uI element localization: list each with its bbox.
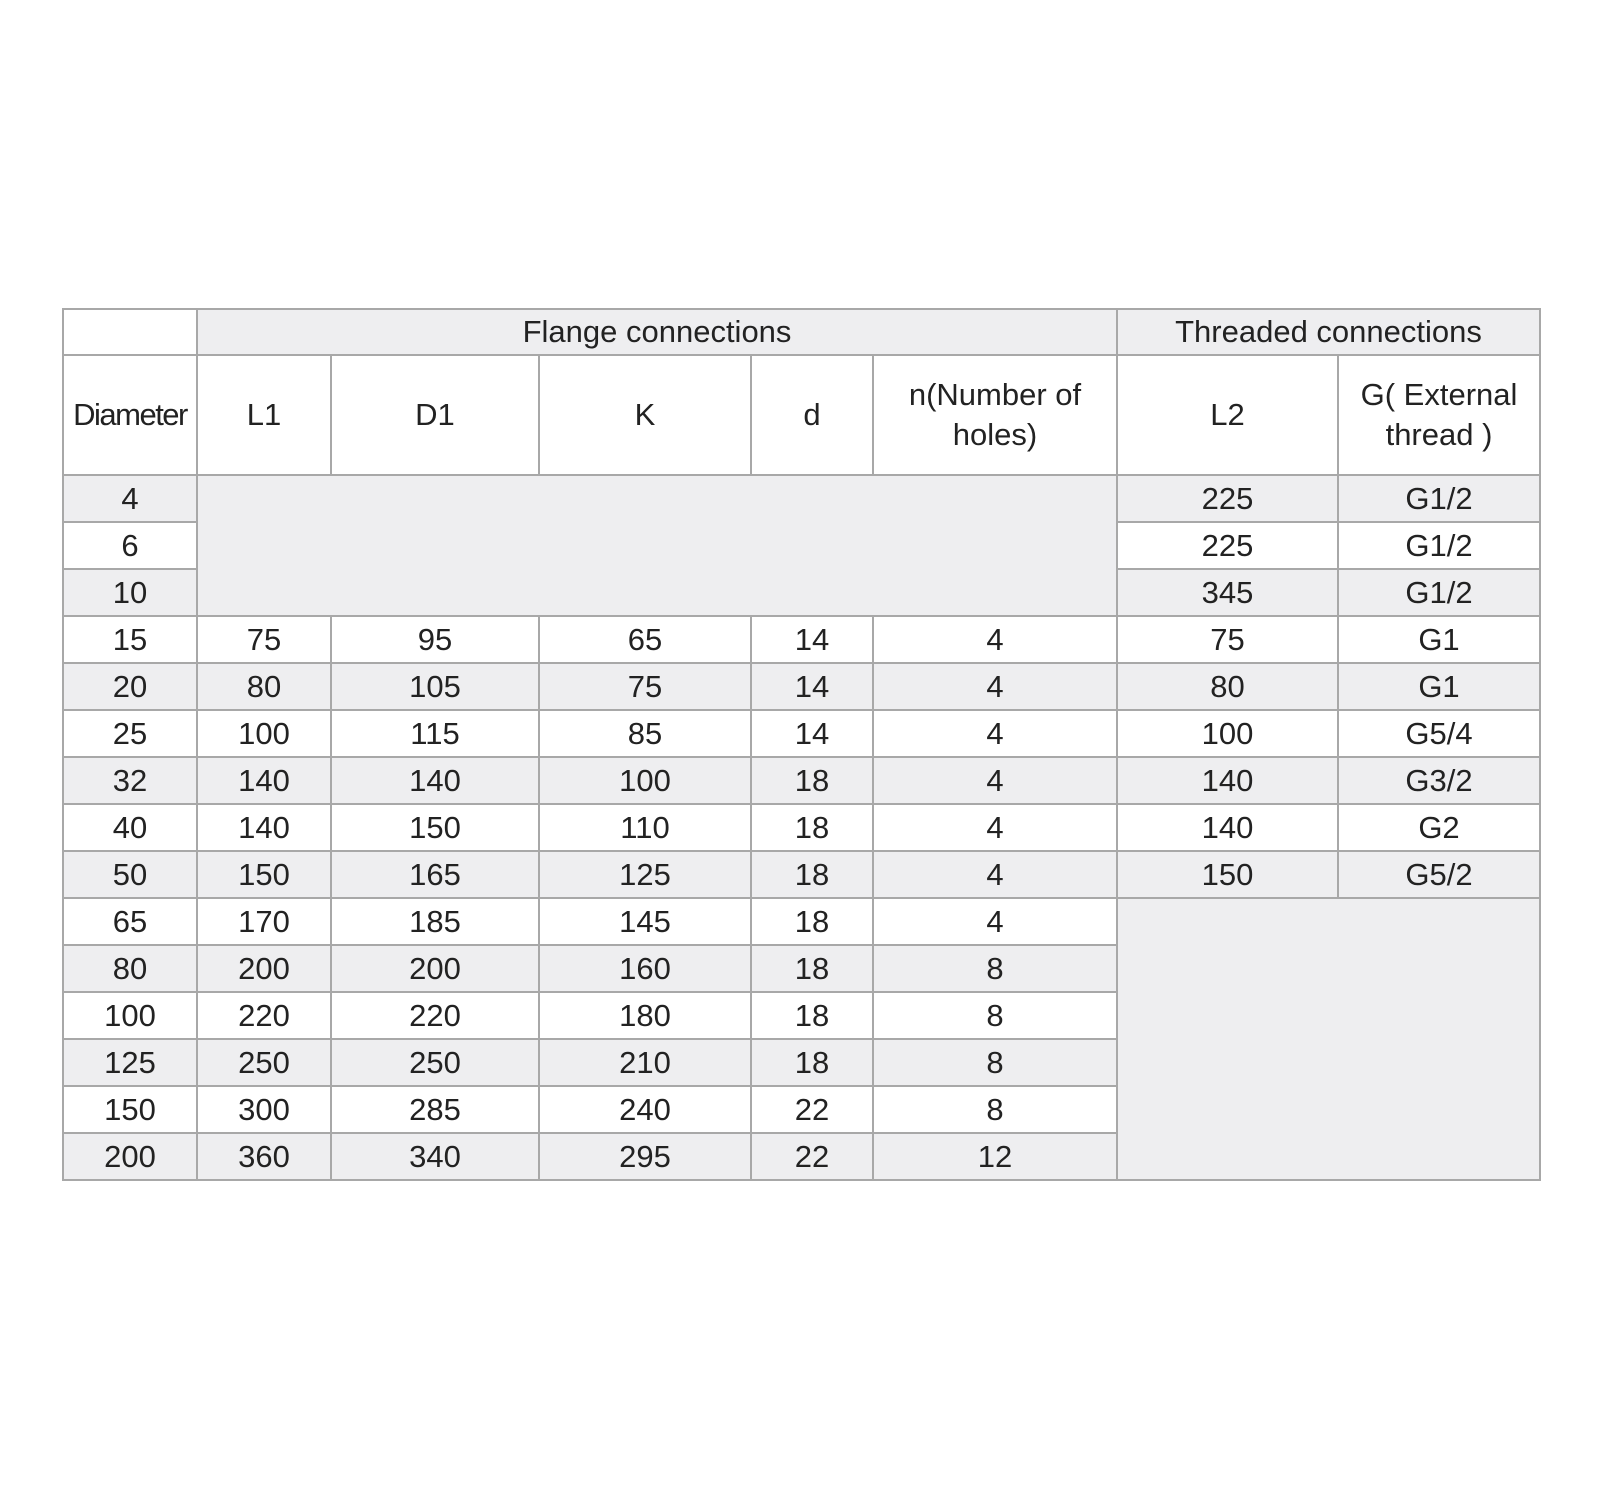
cell-d: 14	[751, 663, 873, 710]
cell-g: G3/2	[1338, 757, 1540, 804]
cell-diameter: 65	[63, 898, 197, 945]
cell-n: 4	[873, 851, 1117, 898]
cell-d: 14	[751, 616, 873, 663]
cell-l1: 75	[197, 616, 331, 663]
flange-connections-header: Flange connections	[197, 309, 1117, 355]
cell-k: 145	[539, 898, 751, 945]
cell-d1: 95	[331, 616, 539, 663]
cell-l1: 170	[197, 898, 331, 945]
cell-diameter: 4	[63, 475, 197, 522]
cell-d1: 285	[331, 1086, 539, 1133]
cell-l2: 75	[1117, 616, 1338, 663]
cell-l1: 220	[197, 992, 331, 1039]
cell-d1: 250	[331, 1039, 539, 1086]
cell-n: 12	[873, 1133, 1117, 1180]
cell-l2: 140	[1117, 804, 1338, 851]
col-header-diameter: Diameter	[63, 355, 197, 475]
cell-g: G1/2	[1338, 475, 1540, 522]
cell-l1: 100	[197, 710, 331, 757]
cell-d: 18	[751, 945, 873, 992]
cell-g: G5/2	[1338, 851, 1540, 898]
cell-diameter: 6	[63, 522, 197, 569]
cell-diameter: 10	[63, 569, 197, 616]
cell-d: 18	[751, 851, 873, 898]
cell-l2: 225	[1117, 522, 1338, 569]
cell-diameter: 200	[63, 1133, 197, 1180]
table-row	[63, 898, 1540, 945]
cell-d: 18	[751, 757, 873, 804]
cell-l1: 360	[197, 1133, 331, 1180]
cell-d1: 165	[331, 851, 539, 898]
cell-d1: 185	[331, 898, 539, 945]
cell-l1: 300	[197, 1086, 331, 1133]
cell-diameter: 80	[63, 945, 197, 992]
cell-d: 18	[751, 804, 873, 851]
cell-g: G1	[1338, 663, 1540, 710]
cell-l2: 150	[1117, 851, 1338, 898]
cell-k: 100	[539, 757, 751, 804]
cell-d1: 115	[331, 710, 539, 757]
cell-diameter: 20	[63, 663, 197, 710]
cell-d: 22	[751, 1133, 873, 1180]
col-header-l2: L2	[1117, 355, 1338, 475]
col-header-l1: L1	[197, 355, 331, 475]
cell-k: 110	[539, 804, 751, 851]
corner-cell	[63, 309, 197, 355]
table-row	[63, 663, 1540, 710]
cell-g: G1	[1338, 616, 1540, 663]
cell-g: G1/2	[1338, 522, 1540, 569]
dimension-table	[62, 308, 1541, 1181]
cell-n: 8	[873, 945, 1117, 992]
cell-diameter: 150	[63, 1086, 197, 1133]
cell-g: G2	[1338, 804, 1540, 851]
cell-d1: 220	[331, 992, 539, 1039]
cell-n: 4	[873, 616, 1117, 663]
cell-g: G5/4	[1338, 710, 1540, 757]
empty-threaded-block	[1117, 898, 1540, 1180]
cell-l2: 80	[1117, 663, 1338, 710]
cell-n: 4	[873, 663, 1117, 710]
cell-k: 180	[539, 992, 751, 1039]
threaded-connections-header: Threaded connections	[1117, 309, 1540, 355]
cell-n: 4	[873, 757, 1117, 804]
col-header-d: d	[751, 355, 873, 475]
cell-l2: 345	[1117, 569, 1338, 616]
cell-k: 210	[539, 1039, 751, 1086]
cell-diameter: 100	[63, 992, 197, 1039]
cell-d: 14	[751, 710, 873, 757]
cell-d: 22	[751, 1086, 873, 1133]
cell-d1: 150	[331, 804, 539, 851]
cell-d: 18	[751, 992, 873, 1039]
cell-d1: 340	[331, 1133, 539, 1180]
cell-diameter: 50	[63, 851, 197, 898]
cell-n: 8	[873, 1039, 1117, 1086]
cell-l2: 225	[1117, 475, 1338, 522]
cell-l1: 200	[197, 945, 331, 992]
cell-d: 18	[751, 1039, 873, 1086]
col-header-d1: D1	[331, 355, 539, 475]
cell-l1: 140	[197, 804, 331, 851]
cell-k: 65	[539, 616, 751, 663]
cell-l2: 100	[1117, 710, 1338, 757]
cell-l1: 150	[197, 851, 331, 898]
cell-diameter: 32	[63, 757, 197, 804]
cell-k: 75	[539, 663, 751, 710]
empty-flange-block	[197, 475, 1117, 616]
cell-l1: 250	[197, 1039, 331, 1086]
cell-k: 295	[539, 1133, 751, 1180]
cell-n: 4	[873, 898, 1117, 945]
col-header-k: K	[539, 355, 751, 475]
table-row	[63, 851, 1540, 898]
cell-diameter: 15	[63, 616, 197, 663]
cell-diameter: 40	[63, 804, 197, 851]
cell-d1: 140	[331, 757, 539, 804]
col-header-n: n(Number of holes)	[873, 355, 1117, 475]
table-row	[63, 475, 1540, 522]
cell-diameter: 125	[63, 1039, 197, 1086]
table-row	[63, 616, 1540, 663]
cell-k: 160	[539, 945, 751, 992]
cell-n: 4	[873, 710, 1117, 757]
cell-l2: 140	[1117, 757, 1338, 804]
cell-k: 85	[539, 710, 751, 757]
cell-d1: 105	[331, 663, 539, 710]
cell-d: 18	[751, 898, 873, 945]
cell-g: G1/2	[1338, 569, 1540, 616]
table-row	[63, 804, 1540, 851]
cell-k: 240	[539, 1086, 751, 1133]
table-row	[63, 710, 1540, 757]
cell-d1: 200	[331, 945, 539, 992]
cell-diameter: 25	[63, 710, 197, 757]
cell-l1: 80	[197, 663, 331, 710]
col-header-g: G( External thread )	[1338, 355, 1540, 475]
cell-n: 8	[873, 1086, 1117, 1133]
table-row	[63, 757, 1540, 804]
cell-k: 125	[539, 851, 751, 898]
cell-n: 8	[873, 992, 1117, 1039]
cell-l1: 140	[197, 757, 331, 804]
cell-n: 4	[873, 804, 1117, 851]
